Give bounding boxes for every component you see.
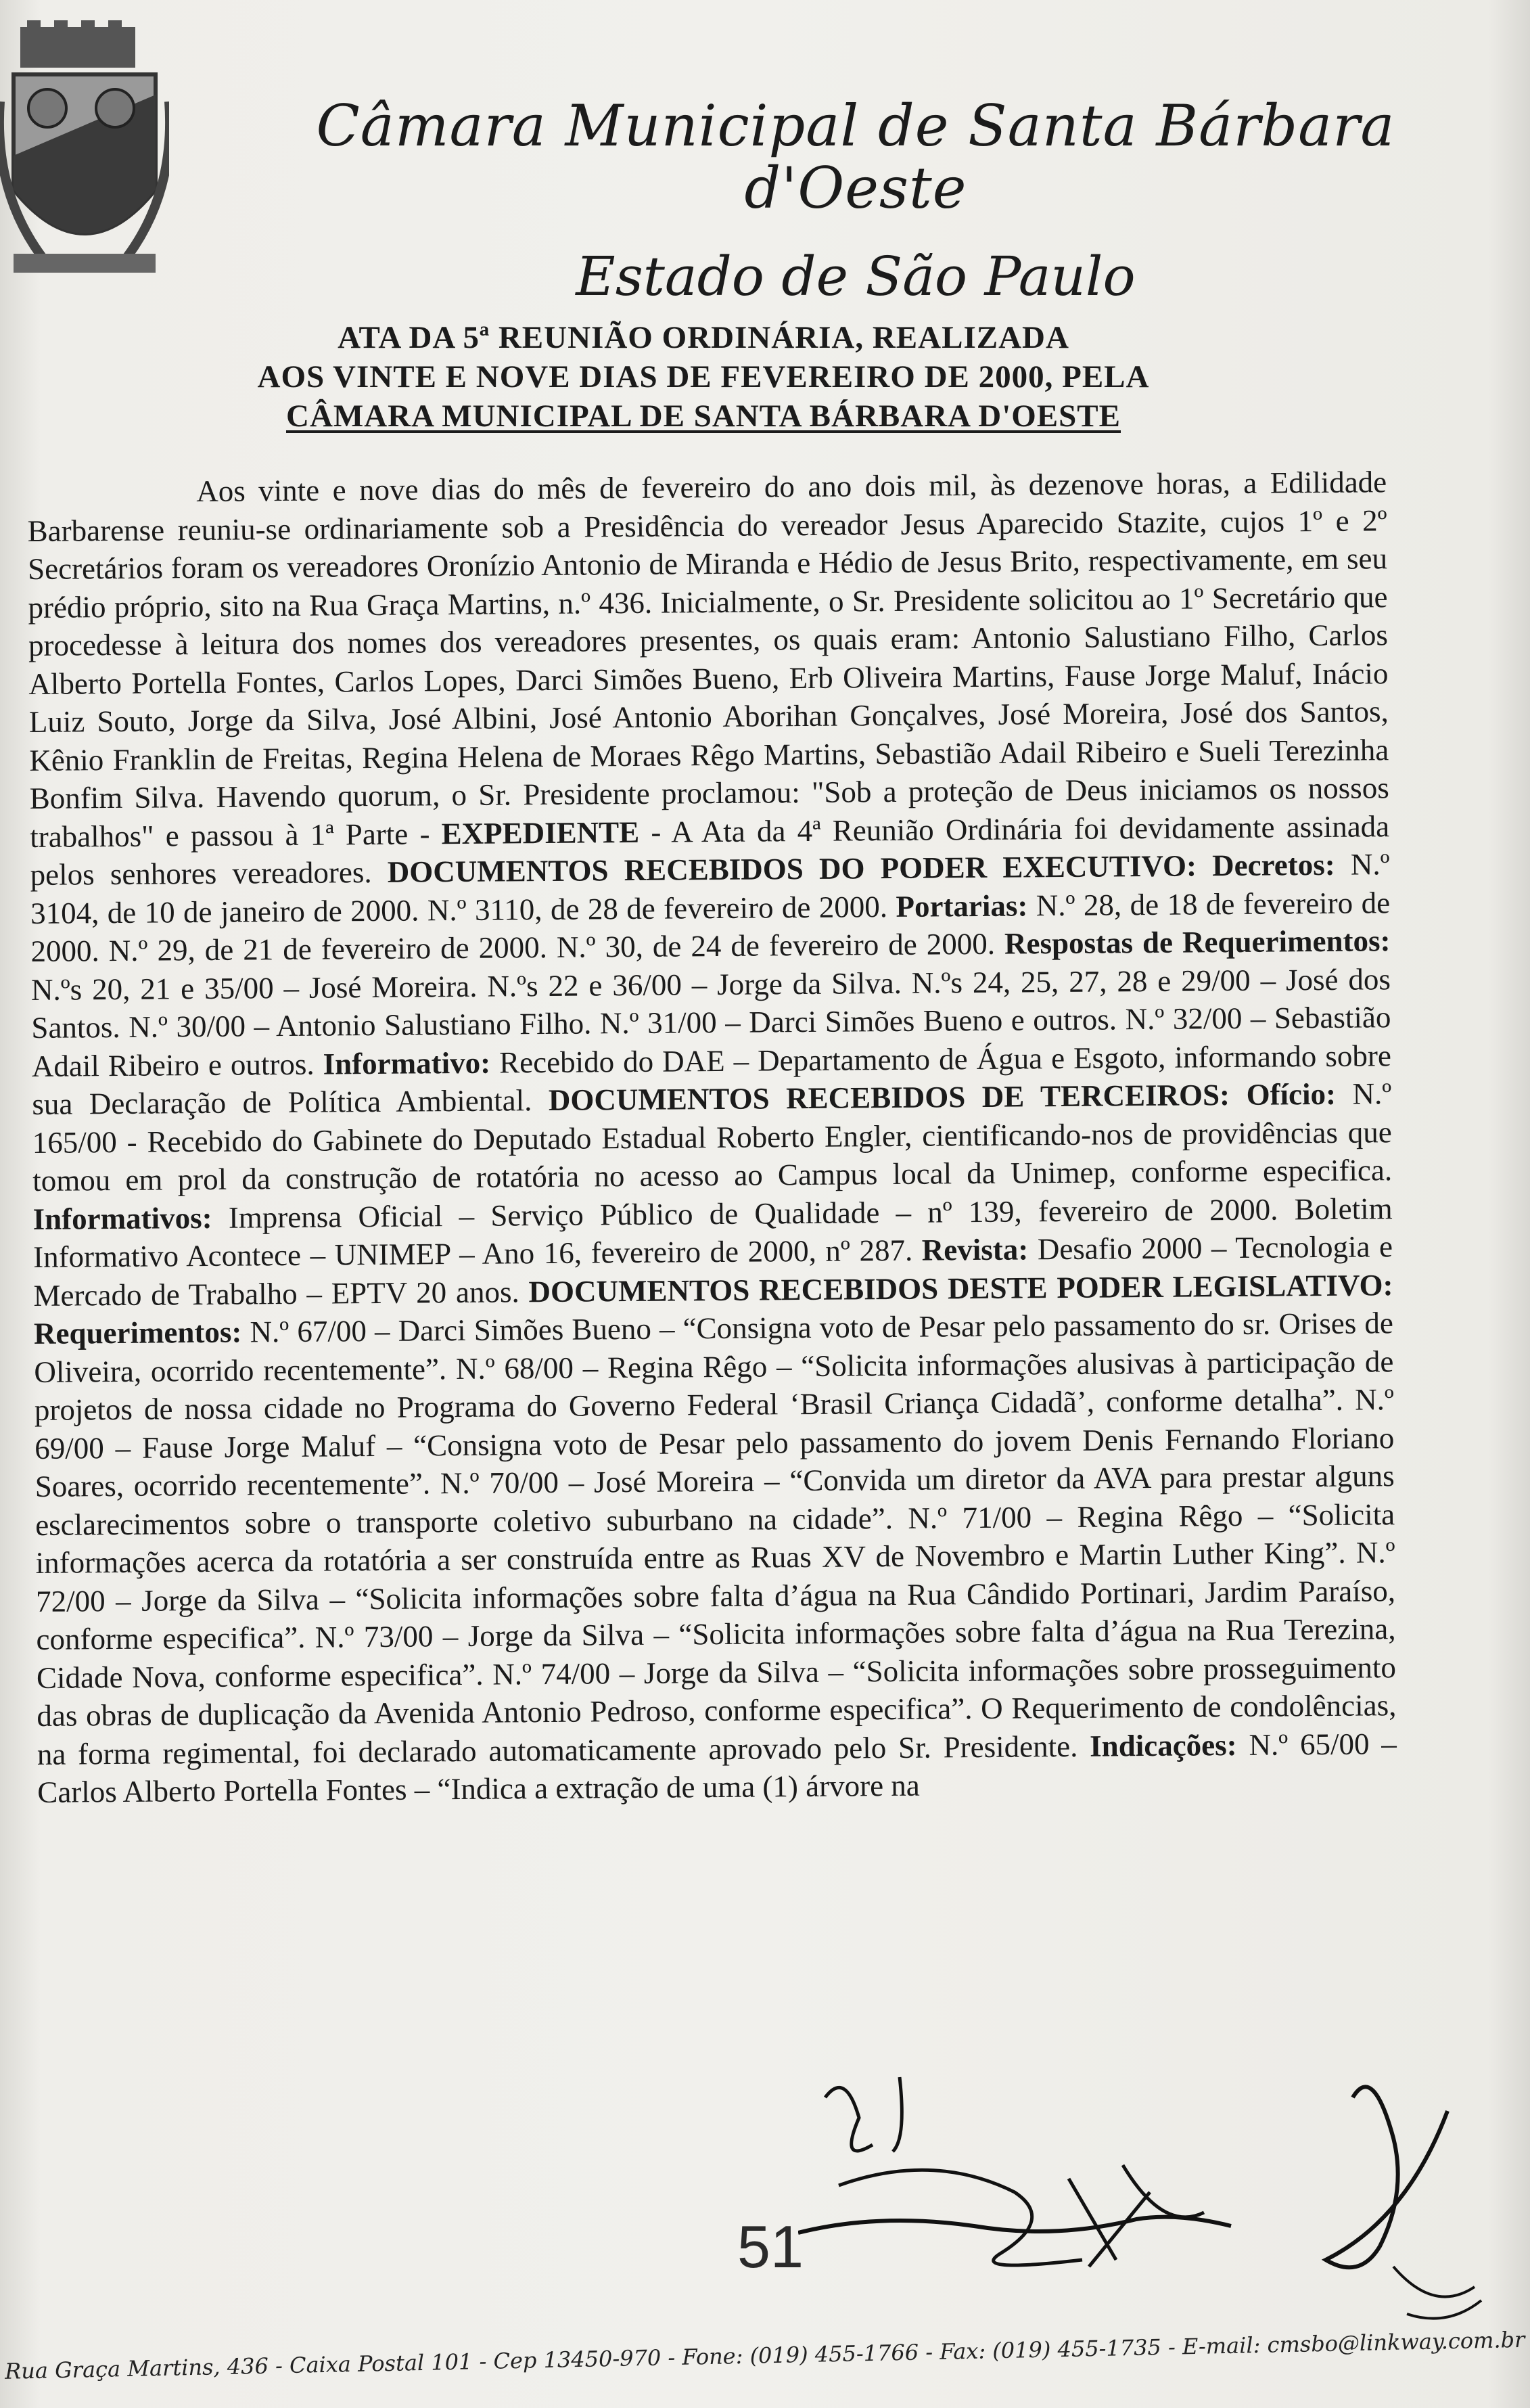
respostas-label: Respostas de Requerimentos: [1004,924,1391,961]
portarias-text: N.º 28, de 18 de fevereiro de 2000. N.º 29, de 21 de fevereiro de 2000. N.º 30, de 24 de fevereiro de 2000. [30,885,1391,968]
handwritten-signatures [798,2057,1488,2341]
letterhead-subtitle: Estado de São Paulo [576,244,1136,308]
heading-line-3: CÂMARA MUNICIPAL DE SANTA BÁRBARA D'OESTE [286,399,1121,434]
indicacoes-text: N.º 65/00 – Carlos Alberto Portella Fontes – “Indica a extração de uma (1) árvore na [37,1726,1397,1809]
informativo-label: Informativo: [323,1045,491,1081]
paragraph-indent [27,501,196,503]
heading-line-2: AOS VINTE E NOVE DIAS DE FEVEREIRO DE 2000, PELA [257,359,1150,394]
minutes-heading [203,318,1204,436]
decretos-label: Decretos: [1196,847,1335,883]
informativos-text: Imprensa Oficial – Serviço Público de Qualidade – nº 139, fevereiro de 2000. Boletim Informativo Acontece – UNIMEP – Ano 16, fevereiro de 2000, nº 287. [32,1191,1393,1274]
revista-text: Desafio 2000 – Tecnologia e Mercado de Trabalho – EPTV 20 anos. [33,1229,1393,1313]
letterhead-title: Câmara Municipal de Santa Bárbara d'Oeste [316,93,1395,222]
letterhead [203,95,1508,306]
expediente-label: EXPEDIENTE [441,815,640,850]
indicacoes-label: Indicações: [1089,1727,1237,1763]
revista-label: Revista: [921,1232,1029,1267]
oficio-text: N.º 165/00 - Recebido do Gabinete do Deputado Estadual Roberto Engler, cientificando-nos de providências que tomou em prol da construção de rotatória no acesso ao Campus local da Unimep, conforme especifica. [32,1076,1393,1198]
doc-legislativo-label: DOCUMENTOS RECEBIDOS DESTE PODER LEGISLATIVO: Requerimentos: [33,1267,1393,1350]
coat-of-arms-crest [0,20,169,291]
letterhead-footer: Rua Graça Martins, 436 - Caixa Postal 101 - Cep 13450-970 - Fone: (019) 455-1766 - Fax: (019) 455-1735 - E-mail: cmsbo@linkway.com.br [4,2326,1525,2384]
doc-terceiros-label: DOCUMENTOS RECEBIDOS DE TERCEIROS: Ofício: [548,1076,1337,1117]
minutes-body [27,463,1397,1811]
decretos-text: N.º 3104, de 10 de janeiro de 2000. N.º 3110, de 28 de fevereiro de 2000. [30,847,1390,930]
doc-executivo-label: DOCUMENTOS RECEBIDOS DO PODER EXECUTIVO: [387,848,1197,889]
page-number: 51 [737,2213,804,2280]
respostas-text: N.ºs 20, 21 e 35/00 – José Moreira. N.ºs 22 e 36/00 – Jorge da Silva. N.ºs 24, 25, 27, 28 e 29/00 – José dos Santos. N.º 30/00 – Antonio Salustiano Filho. N.º 31/00 – Darci Simões Bueno e outros. N.º 32/00 – Sebastião Adail Ribeiro e outros. [30,961,1391,1083]
informativos-label: Informativos: [32,1200,212,1236]
requerimentos-text: N.º 67/00 – Darci Simões Bueno – “Consigna voto de Pesar pelo passamento do sr. Orises de Oliveira, ocorrido recentemente”. N.º 68/00 – Regina Rêgo – “Solicita informações alusivas à participação de projetos de nossa cidade no Programa do Governo Federal ‘Brasil Criança Cidadã’, conforme detalha”. N.º 69/00 – Fause Jorge Maluf – “Consigna voto de Pesar pelo passamento do jovem Denis Fernando Floriano Soares, ocorrido recentemente”. N.º 70/00 – José Moreira – “Convida um diretor da AVA para prestar alguns esclarecimentos sobre o transporte coletivo suburbano na cidade”. N.º 71/00 – Regina Rêgo – “Solicita informações acerca da rotatória a ser construída entre as Ruas XV de Novembro e Martin Luther King”. N.º 72/00 – Jorge da Silva – “Solicita informações sobre falta d’água na Rua Cândido Portinari, Jardim Paraíso, conforme especifica”. N.º 73/00 – Jorge da Silva – “Solicita informações sobre falta d’água na Rua Terezina, Cidade Nova, conforme especifica”. N.º 74/00 – Jorge da Silva – “Solicita informações sobre prosseguimento das obras de duplicação da Avenida Antonio Pedroso, conforme especifica”. O Requerimento de condolências, na forma regimental, foi declarado automaticamente aprovado pelo Sr. Presidente. [34,1306,1397,1771]
informativo-text: Recebido do DAE – Departamento de Água e Esgoto, informando sobre sua Declaração de Política Ambiental. [32,1038,1391,1121]
heading-line-1: ATA DA 5ª REUNIÃO ORDINÁRIA, REALIZADA [338,320,1069,355]
portarias-label: Portarias: [896,888,1028,924]
body-ata: - A Ata da 4ª Reunião Ordinária foi devidamente assinada pelos senhores vereadores. [30,809,1390,892]
body-intro: Aos vinte e nove dias do mês de fevereiro do ano dois mil, às dezenove horas, a Edilidade Barbarense reuniu-se ordinariamente sob a Presidência do vereador Jesus Aparecido Stazite, cujos 1º e 2º Secretários foram os vereadores Oronízio Antonio de Miranda e Hédio de Jesus Brito, respectivamente, em seu prédio próprio, sito na Rua Graça Martins, n.º 436. Inicialmente, o Sr. Presidente solicitou ao 1º Secretário que procedesse à leitura dos nomes dos vereadores presentes, os quais eram: Antonio Salustiano Filho, Carlos Alberto Portella Fontes, Carlos Lopes, Darci Simões Bueno, Erb Oliveira Martins, Fause Jorge Maluf, Inácio Luiz Souto, Jorge da Silva, José Albini, José Antonio Aborihan Gonçalves, José Moreira, José dos Santos, Kênio Franklin de Freitas, Regina Helena de Moraes Rêgo Martins, Sebastião Adail Ribeiro e Sueli Terezinha Bonfim Silva. Havendo quorum, o Sr. Presidente proclamou: "Sob a proteção de Deus iniciamos os nossos trabalhos" e passou à 1ª Parte - [27,465,1389,854]
